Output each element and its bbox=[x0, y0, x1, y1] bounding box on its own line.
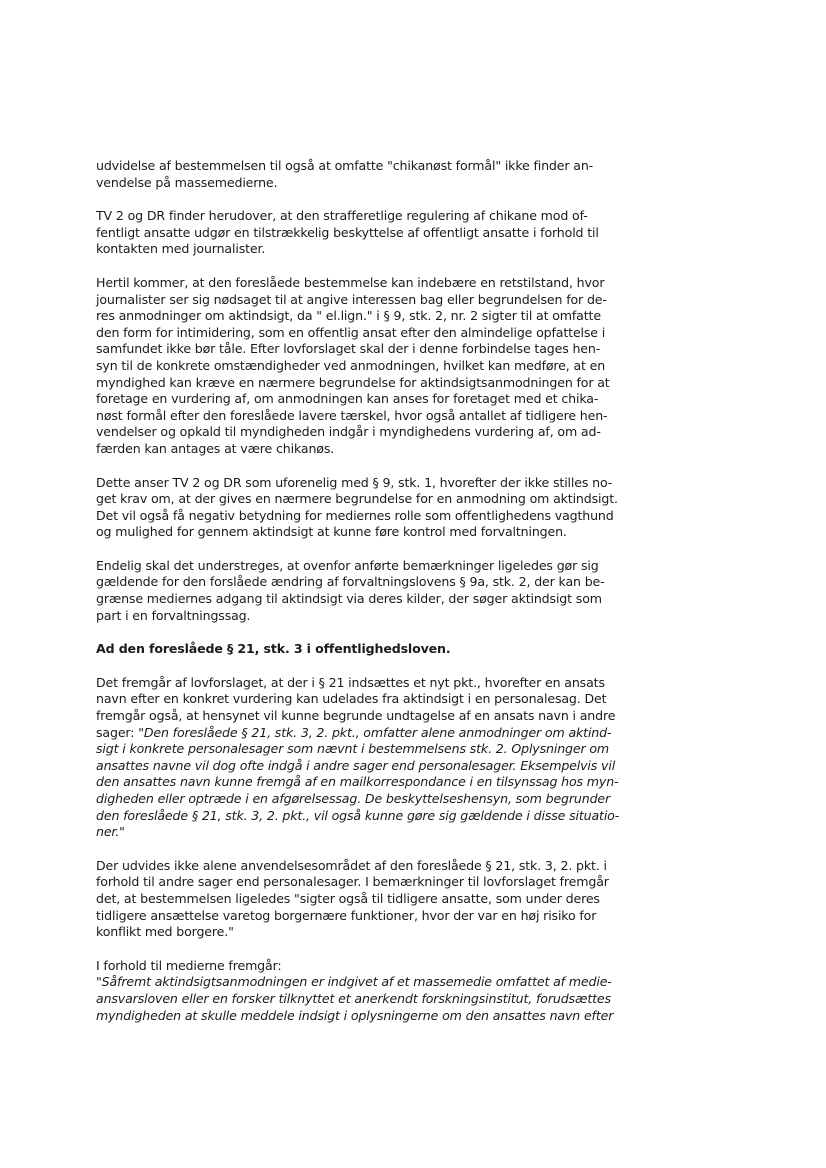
text-line: foretage en vurdering af, om anmodningen kan anses for foretaget med et chika- bbox=[96, 391, 599, 407]
text-line: part i en forvaltningssag. bbox=[96, 607, 251, 623]
quote-line: ansattes navne vil dog ofte indgå i andre sager end personalesager. Eksempelvis vil bbox=[96, 757, 616, 773]
text-line: myndighed kan kræve en nærmere begrundelse for aktindsigtsanmodningen for at bbox=[96, 374, 610, 390]
paragraph-chikanoest-formaal bbox=[96, 158, 612, 191]
text-line: Hertil kommer, at den foreslåede bestemmelse kan indebære en retstilstand, hvor bbox=[96, 274, 605, 290]
text-line: fremgår også, at hensynet vil kunne begrunde undtagelse af en ansats navn i andre bbox=[96, 708, 616, 724]
text-line: I forhold til medierne fremgår: bbox=[96, 957, 282, 973]
text-line: res anmodninger om aktindsigt, da " el.lign." i § 9, stk. 2, nr. 2 sigter til at omfatte bbox=[96, 308, 601, 324]
text-line: Der udvides ikke alene anvendelsesområdet af den foreslåede § 21, stk. 3, 2. pkt. i bbox=[96, 857, 607, 873]
text-line: journalister ser sig nødsaget til at angive interessen bag eller begrundelsen for de- bbox=[96, 291, 607, 307]
text-line: Det vil også få negativ betydning for mediernes rolle som offentlighedens vagthund bbox=[96, 507, 614, 523]
text-line: nøst formål efter den foreslåede lavere tærskel, hvor også antallet af tidligere hen- bbox=[96, 407, 608, 423]
text-line: gældende for den forslåede ændring af forvaltningslovens § 9a, stk. 2, der kan be- bbox=[96, 574, 605, 590]
text-plain: sager: bbox=[96, 724, 139, 740]
text-line: Dette anser TV 2 og DR som uforenelig med § 9, stk. 1, hvorefter der ikke stilles no- bbox=[96, 474, 613, 490]
quote-line: den ansattes navn kunne fremgå af en mailkorrespondance i en tilsynssag hos myn- bbox=[96, 774, 619, 790]
text-line: TV 2 og DR finder herudover, at den strafferetlige regulering af chikane mod of- bbox=[96, 208, 588, 224]
text-line: vendelser og opkald til myndigheden indgår i myndighedens vurdering af, om ad- bbox=[96, 424, 601, 440]
text-line: syn til de konkrete omstændigheder ved anmodningen, hvilket kan medføre, at en bbox=[96, 357, 606, 373]
paragraph-forvaltningsloven bbox=[96, 558, 612, 624]
text-line: fentligt ansatte udgør en tilstrækkelig beskyttelse af offentligt ansatte i forhold til bbox=[96, 224, 599, 240]
paragraph-anvendelsesomraade bbox=[96, 858, 612, 941]
document-body bbox=[96, 158, 620, 1041]
quote-line: digheden eller optræde i en afgørelsessag. De beskyttelseshensyn, som begrunder bbox=[96, 791, 611, 806]
quote-line: den foreslåede § 21, stk. 3, 2. pkt., vil også kunne gøre sig gældende i disse situatio- bbox=[96, 807, 620, 823]
quote-line: ner." bbox=[96, 824, 125, 840]
text-line: konflikt med borgere." bbox=[96, 924, 234, 940]
paragraph-uforenelig bbox=[96, 474, 618, 541]
paragraph-retstilstand bbox=[96, 275, 612, 458]
quote-text: "Den foreslåede § 21, stk. 3, 2. pkt., omfatter alene anmodninger om aktind- bbox=[138, 724, 612, 740]
paragraph-lovforslaget-quote bbox=[96, 674, 620, 841]
text-line: det, at bestemmelsen ligeledes "sigter også til tidligere ansatte, som under deres bbox=[96, 890, 600, 906]
text-line: forhold til andre sager end personalesager. I bemærkninger til lovforslaget fremgår bbox=[96, 874, 609, 890]
text-line: kontakten med journalister. bbox=[96, 241, 266, 257]
text-line: færden kan antages at være chikanøs. bbox=[96, 440, 335, 456]
section-heading: Ad den foreslåede § 21, stk. 3 i offentlighedsloven. bbox=[96, 641, 451, 657]
text-line: grænse mediernes adgang til aktindsigt via deres kilder, der søger aktindsigt som bbox=[96, 591, 602, 607]
text-line: den form for intimidering, som en offentlig ansat efter den almindelige opfattelse i bbox=[96, 324, 606, 340]
quote-line: "Såfremt aktindsigtsanmodningen er indgivet af et massemedie omfattet af medie- bbox=[96, 974, 612, 990]
text-line-mixed bbox=[96, 725, 612, 742]
quote-line: sigt i konkrete personalesager som nævnt i bestemmelsens stk. 2. Oplysninger om bbox=[96, 741, 610, 757]
text-line: navn efter en konkret vurdering kan udelades fra aktindsigt i en personalesag. Det bbox=[96, 691, 607, 707]
paragraph-medierne bbox=[96, 958, 612, 1024]
quote-line: ansvarsloven eller en forsker tilknyttet et anerkendt forskningsinstitut, forudsættes bbox=[96, 990, 611, 1006]
text-line: tidligere ansættelse varetog borgernære funktioner, hvor der var en høj risiko for bbox=[96, 907, 597, 923]
text-line: get krav om, at der gives en nærmere begrundelse for en anmodning om aktindsigt. bbox=[96, 491, 618, 507]
paragraph-strafferetlig-regulering bbox=[96, 208, 612, 258]
text-line: Det fremgår af lovforslaget, at der i § 21 indsættes et nyt pkt., hvorefter en ansats bbox=[96, 674, 605, 690]
text-line: og mulighed for gennem aktindsigt at kunne føre kontrol med forvaltningen. bbox=[96, 524, 567, 540]
text-line: Endelig skal det understreges, at ovenfor anførte bemærkninger ligeledes gør sig bbox=[96, 557, 599, 573]
text-line: vendelse på massemedierne. bbox=[96, 174, 278, 190]
quote-line: myndigheden at skulle meddele indsigt i oplysningerne om den ansattes navn efter bbox=[96, 1007, 614, 1023]
text-line: udvidelse af bestemmelsen til også at omfatte "chikanøst formål" ikke finder an- bbox=[96, 158, 594, 173]
text-line: samfundet ikke bør tåle. Efter lovforslaget skal der i denne forbindelse tages hen- bbox=[96, 341, 601, 357]
